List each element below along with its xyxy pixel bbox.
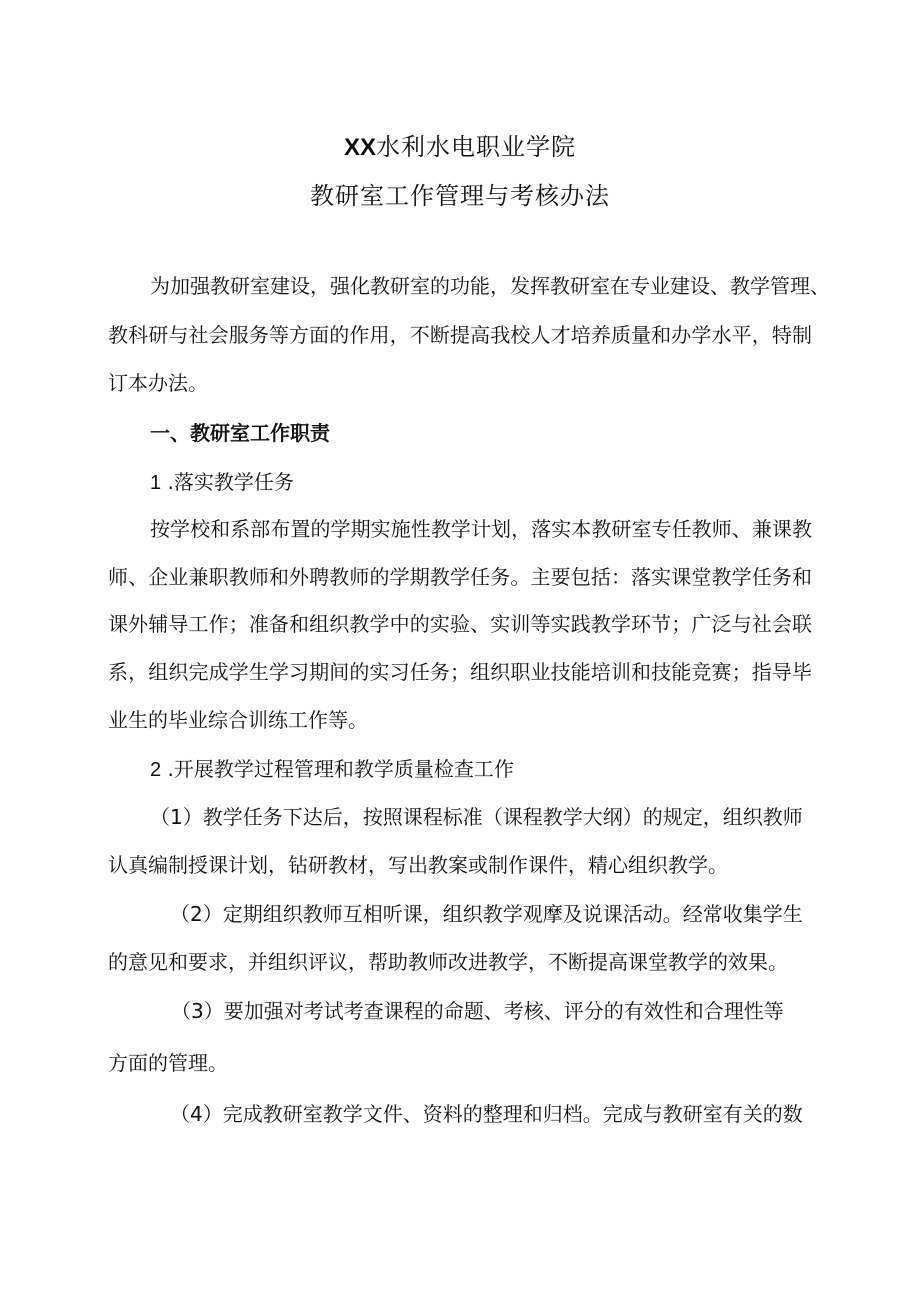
intro-line-2: 教科研与社会服务等方面的作用，不断提高我校人才培养质量和办学水平，特制 [108,323,812,347]
point-1-label: （1） [150,805,203,829]
item-1-body-line-5: 业生的毕业综合训练工作等。 [108,708,368,732]
title-school-name: 水利水电职业学院 [376,133,576,161]
point-2-line-2: 的意见和要求，并组织评议，帮助教师改进教学，不断提高课堂教学的效果。 [108,950,788,974]
point-2-text: 定期组织教师互相听课，组织教学观摩及说课活动。经常收集学生 [222,902,803,926]
item-2-number: 2 [150,759,162,781]
document-title-line-1 [0,127,920,162]
point-1-text: 教学任务下达后，按照课程标准（课程教学大纲）的规定，组织教师 [202,805,803,829]
point-1-line-1 [150,803,812,831]
point-4-label: （4） [170,1102,223,1126]
item-1-body-line-3: 课外辅导工作；准备和组织教学中的实验、实训等实践教学环节；广泛与社会联 [108,612,812,636]
point-2-line-1 [170,900,803,928]
point-3-text: 要加强对考试考查课程的命题、考核、评分的有效性和合理性等 [223,999,784,1023]
item-1-body-line-4: 系，组织完成学生学习期间的实习任务；组织职业技能培训和技能竞赛；指导毕 [108,660,812,684]
point-4-text: 完成教研室教学文件、资料的整理和归档。完成与教研室有关的数 [222,1102,803,1126]
intro-line-1: 为加强教研室建设，强化教研室的功能，发挥教研室在专业建设、教学管理、 [150,274,830,298]
section-heading: 一、教研室工作职责 [150,421,330,445]
intro-line-3: 订本办法。 [108,371,208,395]
title-prefix: XX [343,134,376,161]
point-2-label: （2） [170,902,223,926]
item-1-heading [150,468,294,497]
point-3-line-1 [171,997,784,1025]
document-title-line-2: 教研室工作管理与考核办法 [310,182,610,210]
item-1-body-line-2: 师、企业兼职教师和外聘教师的学期教学任务。主要包括：落实课堂教学任务和 [108,565,812,589]
point-3-label: （3） [171,999,224,1023]
item-2-title: .开展教学过程管理和教学质量检查工作 [167,757,514,781]
item-1-title: .落实教学任务 [167,470,294,494]
point-4-line-1 [170,1100,803,1128]
item-1-number: 1 [150,472,162,494]
point-1-line-2: 认真编制授课计划，钻研教材，写出教案或制作课件，精心组织教学。 [108,853,728,877]
item-1-body-line-1: 按学校和系部布置的学期实施性教学计划，落实本教研室专任教师、兼课教 [150,517,812,541]
item-2-heading [150,755,514,784]
point-3-line-2: 方面的管理。 [108,1051,228,1075]
